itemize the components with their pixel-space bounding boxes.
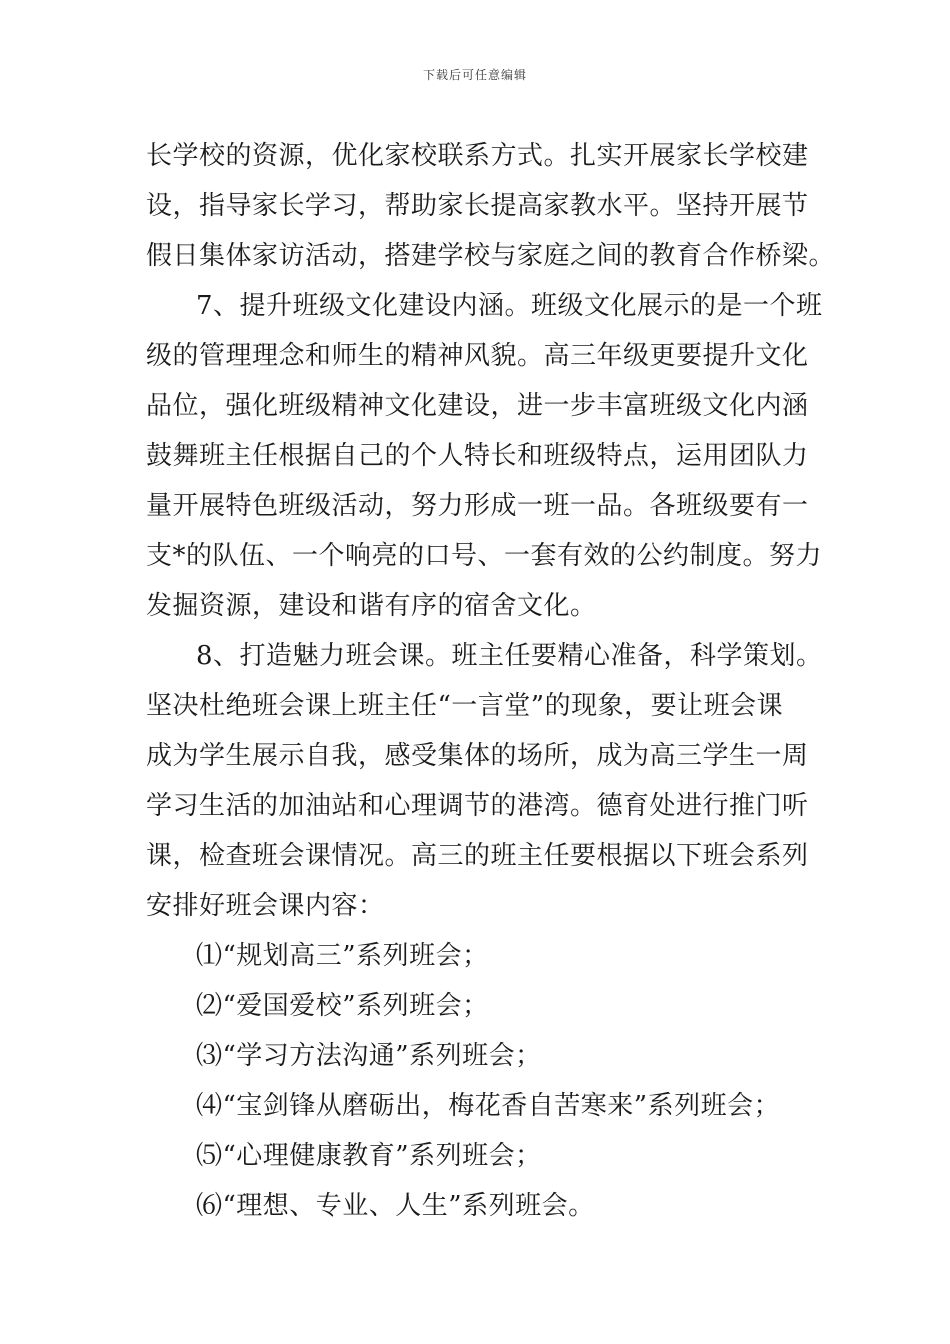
list-item: ⑷“宝剑锋从磨砺出，梅花香自苦寒来”系列班会；: [196, 1091, 781, 1121]
paragraph-line: 假日集体家访活动，搭建学校与家庭之间的教育合作桥梁。: [146, 241, 836, 271]
list-item: ⑹“理想、专业、人生”系列班会。: [196, 1191, 595, 1221]
paragraph-line: 设，指导家长学习，帮助家长提高家教水平。坚持开展节: [146, 191, 809, 221]
list-item: ⑶“学习方法沟通”系列班会；: [196, 1041, 542, 1071]
paragraph-line: 品位，强化班级精神文化建设，进一步丰富班级文化内涵: [146, 391, 809, 421]
paragraph-line: 7、提升班级文化建设内涵。班级文化展示的是一个班: [196, 291, 823, 321]
page-header-note: 下载后可任意编辑: [422, 68, 527, 82]
paragraph-line: 级的管理理念和师生的精神风貌。高三年级更要提升文化: [146, 341, 809, 371]
paragraph-line: 量开展特色班级活动，努力形成一班一品。各班级要有一: [146, 491, 809, 521]
document-body: [146, 131, 836, 1231]
paragraph-line: 长学校的资源，优化家校联系方式。扎实开展家长学校建: [146, 141, 809, 171]
paragraph-line: 成为学生展示自我，感受集体的场所，成为高三学生一周: [146, 741, 809, 771]
paragraph-line: 学习生活的加油站和心理调节的港湾。德育处进行推门听: [146, 791, 809, 821]
paragraph-line: 鼓舞班主任根据自己的个人特长和班级特点，运用团队力: [146, 441, 809, 471]
list-item: ⑵“爱国爱校”系列班会；: [196, 991, 489, 1021]
paragraph-line: 8、打造魅力班会课。班主任要精心准备，科学策划。: [196, 641, 823, 671]
list-item: ⑴“规划高三”系列班会；: [196, 941, 489, 971]
paragraph-line: 安排好班会课内容：: [146, 891, 385, 921]
list-item: ⑸“心理健康教育”系列班会；: [196, 1141, 542, 1171]
paragraph-line: 课，检查班会课情况。高三的班主任要根据以下班会系列: [146, 841, 809, 871]
paragraph-line: 支*的队伍、一个响亮的口号、一套有效的公约制度。努力: [146, 541, 823, 571]
paragraph-line: 发掘资源，建设和谐有序的宿舍文化。: [146, 591, 597, 621]
paragraph-line: 坚决杜绝班会课上班主任“一言堂”的现象，要让班会课: [146, 691, 784, 721]
